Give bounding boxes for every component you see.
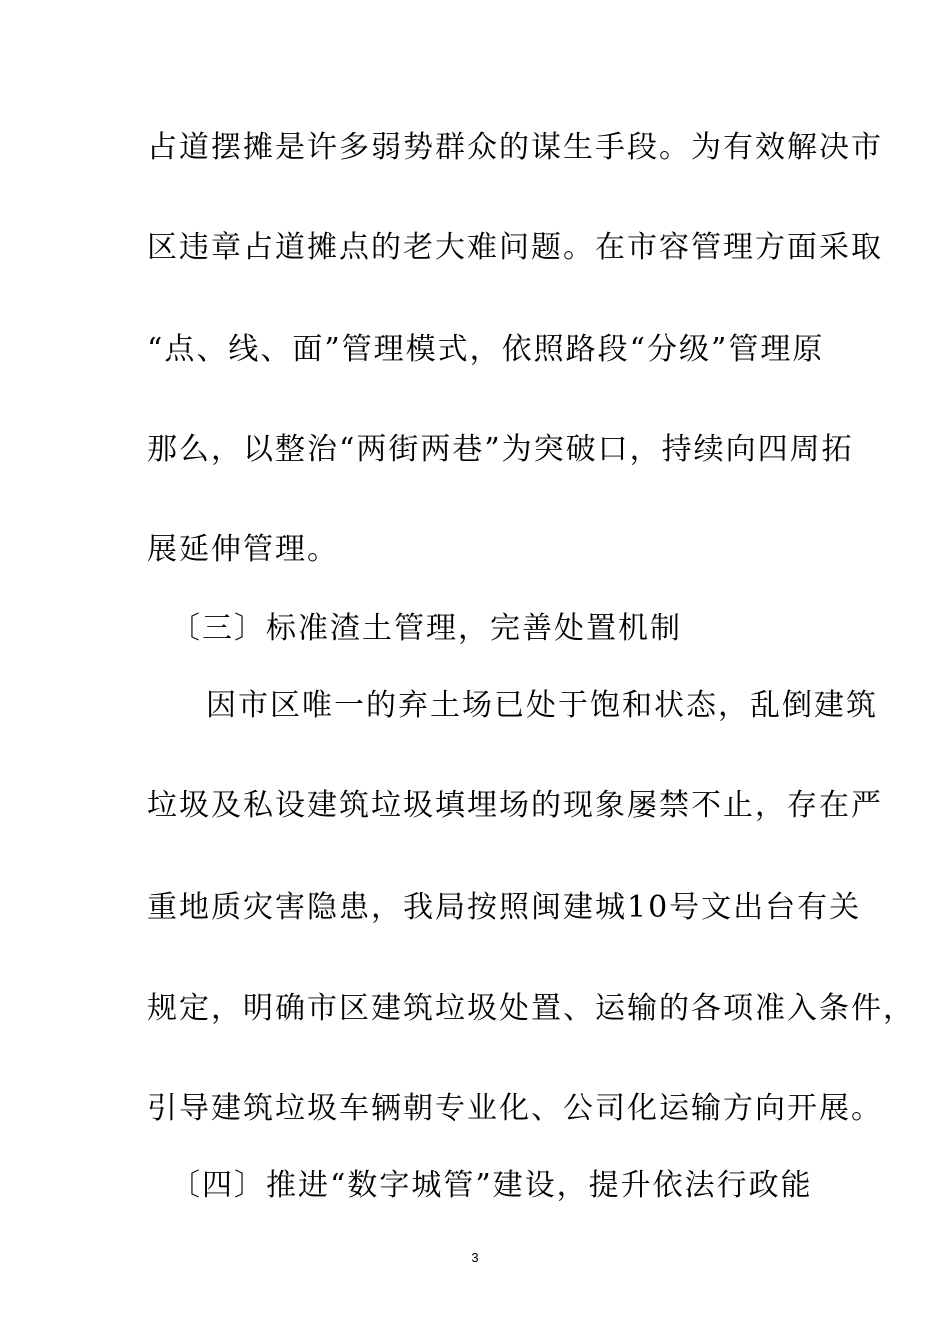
body-text-line: 引导建筑垃圾车辆朝专业化、公司化运输方向开展。: [147, 1091, 883, 1126]
body-text-line: 重地质灾害隐患，我局按照闽建城10号文出台有关: [147, 890, 862, 925]
body-text-line: 区违章占道摊点的老大难问题。在市容管理方面采取: [147, 230, 883, 265]
body-text-line: 规定，明确市区建筑垃圾处置、运输的各项准入条件，: [147, 991, 915, 1026]
section-heading: 〔三〕标准渣土管理，完善处置机制: [170, 611, 682, 646]
body-text-line: 展延伸管理。: [147, 532, 339, 567]
body-text-line: 垃圾及私设建筑垃圾填埋场的现象屡禁不止，存在严: [147, 788, 883, 823]
body-text-line: 占道摆摊是许多弱势群众的谋生手段。为有效解决市: [147, 130, 883, 165]
body-text-line: 那么，以整治“两街两巷”为突破口，持续向四周拓: [147, 432, 854, 467]
section-heading: 〔四〕推进“数字城管”建设，提升依法行政能: [170, 1168, 813, 1203]
body-text-line: “点、线、面”管理模式，依照路段“分级”管理原: [147, 332, 825, 367]
page-number: 3: [471, 1250, 479, 1265]
body-text-line: 因市区唯一的弃土场已处于饱和状态，乱倒建筑: [206, 688, 878, 723]
